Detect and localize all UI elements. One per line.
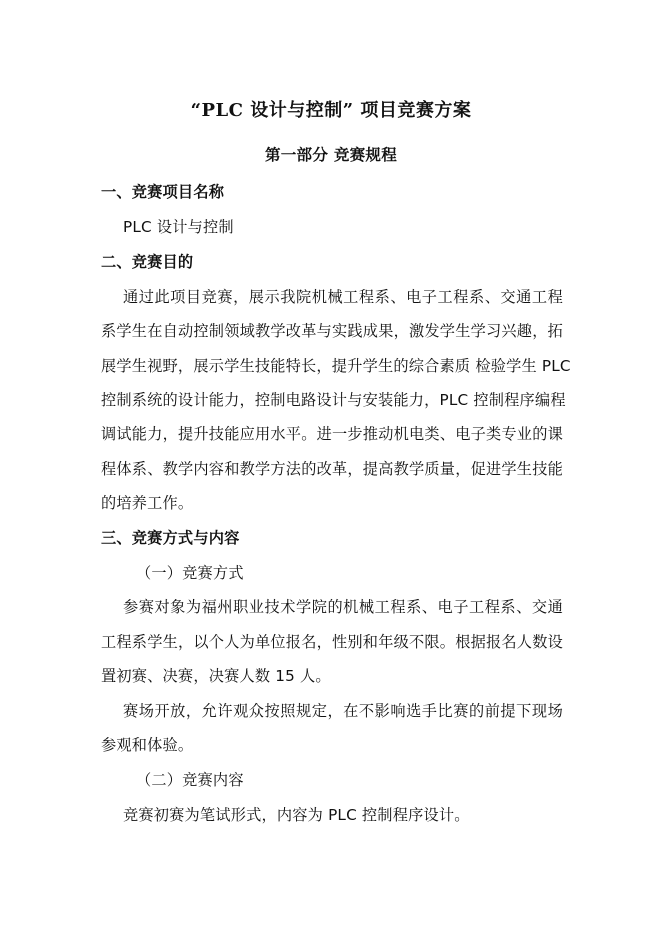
document-title: “PLC 设计与控制” 项目竞赛方案 (190, 100, 472, 121)
purpose-line-5: 调试能力，提升技能应用水平。进一步推动机电类、电子类专业的课 (101, 425, 563, 443)
purpose-line-4: 控制系统的设计能力，控制电路设计与安装能力，PLC 控制程序编程 (101, 391, 566, 409)
section-heading-format-content: 三、竞赛方式与内容 (101, 529, 240, 547)
format-para1-line-2: 工程系学生，以个人为单位报名，性别和年级不限。根据报名人数设 (101, 633, 563, 651)
subsection-heading-format: （一）竞赛方式 (136, 564, 244, 582)
purpose-line-1: 通过此项目竞赛，展示我院机械工程系、电子工程系、交通工程 (123, 288, 563, 306)
format-para1-line-3: 置初赛、决赛，决赛人数 15 人。 (101, 667, 331, 685)
format-para2-line-2: 参观和体验。 (101, 736, 194, 754)
format-para1-line-1: 参赛对象为福州职业技术学院的机械工程系、电子工程系、交通 (123, 598, 563, 616)
purpose-line-7: 的培养工作。 (101, 494, 194, 512)
subsection-heading-content: （二）竞赛内容 (136, 771, 244, 789)
section-heading-purpose: 二、竞赛目的 (101, 253, 194, 271)
format-para2-line-1: 赛场开放，允许观众按照规定，在不影响选手比赛的前提下现场 (123, 702, 563, 720)
content-para-line-1: 竞赛初赛为笔试形式，内容为 PLC 控制程序设计。 (123, 806, 470, 824)
project-name-text: PLC 设计与控制 (123, 218, 234, 236)
section-heading-project-name: 一、竞赛项目名称 (101, 183, 225, 201)
purpose-line-3: 展学生视野，展示学生技能特长，提升学生的综合素质 检验学生 PLC (101, 357, 571, 375)
purpose-line-2: 系学生在自动控制领域教学改革与实践成果，激发学生学习兴趣，拓 (101, 322, 563, 340)
purpose-line-6: 程体系、教学内容和教学方法的改革，提高教学质量，促进学生技能 (101, 460, 563, 478)
part-subtitle: 第一部分 竞赛规程 (264, 146, 398, 164)
